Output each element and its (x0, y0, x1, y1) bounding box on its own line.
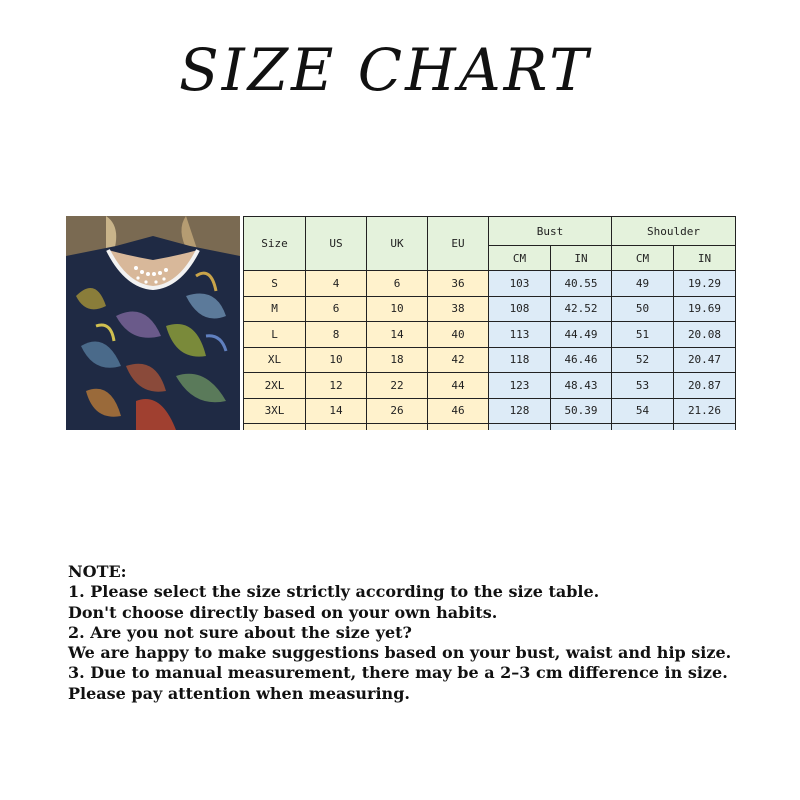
cell-shoulder-in: 20.87 (674, 373, 736, 399)
table-row (244, 296, 736, 322)
header-bust-in: IN (551, 246, 612, 271)
cell-us: 8 (306, 322, 367, 348)
note-line: Please pay attention when measuring. (68, 683, 410, 703)
table-row (244, 271, 736, 297)
header-shoulder: Shoulder (612, 217, 736, 246)
note-line: 2. Are you not sure about the size yet? (68, 622, 412, 642)
product-photo (66, 216, 240, 430)
note-line: 1. Please select the size strictly according to the size table. (68, 582, 600, 602)
cell-shoulder-cm: 49 (612, 271, 674, 297)
cell-empty (674, 424, 736, 431)
cell-shoulder-cm: 54 (612, 398, 674, 424)
cell-bust-in: 50.39 (551, 398, 612, 424)
cell-shoulder-in: 21.26 (674, 398, 736, 424)
cell-empty (367, 424, 428, 431)
cell-size: L (244, 322, 306, 348)
cell-bust-cm: 103 (489, 271, 551, 297)
table-row (244, 398, 736, 424)
cell-empty (244, 424, 306, 431)
note-line: 3. Due to manual measurement, there may be a 2–3 cm difference in size. (68, 663, 728, 683)
table-row (244, 347, 736, 373)
size-chart-panel (66, 213, 738, 430)
cell-empty (489, 424, 551, 431)
cell-uk: 10 (367, 296, 428, 322)
table-row-empty (244, 424, 736, 431)
cell-bust-cm: 113 (489, 322, 551, 348)
header-shoulder-cm: CM (612, 246, 674, 271)
cell-size: XL (244, 347, 306, 373)
size-chart-title: SIZE CHART (179, 36, 591, 104)
cell-shoulder-in: 19.29 (674, 271, 736, 297)
header-shoulder-in: IN (674, 246, 736, 271)
cell-shoulder-cm: 53 (612, 373, 674, 399)
cell-shoulder-cm: 52 (612, 347, 674, 373)
cell-shoulder-in: 19.69 (674, 296, 736, 322)
cell-uk: 6 (367, 271, 428, 297)
cell-eu: 40 (428, 322, 489, 348)
cell-uk: 18 (367, 347, 428, 373)
cell-us: 10 (306, 347, 367, 373)
cell-eu: 46 (428, 398, 489, 424)
header-us: US (306, 217, 367, 271)
header-size: Size (244, 217, 306, 271)
note-line: Don't choose directly based on your own habits. (68, 602, 498, 622)
table-row (244, 322, 736, 348)
cell-us: 12 (306, 373, 367, 399)
cell-bust-in: 46.46 (551, 347, 612, 373)
cell-empty (612, 424, 674, 431)
cell-size: S (244, 271, 306, 297)
cell-shoulder-in: 20.47 (674, 347, 736, 373)
cell-bust-cm: 128 (489, 398, 551, 424)
note-heading: NOTE: (68, 562, 127, 581)
cell-size: M (244, 296, 306, 322)
cell-shoulder-in: 20.08 (674, 322, 736, 348)
cell-bust-in: 48.43 (551, 373, 612, 399)
table-row (244, 373, 736, 399)
cell-empty (428, 424, 489, 431)
cell-eu: 44 (428, 373, 489, 399)
header-eu: EU (428, 217, 489, 271)
size-note (68, 562, 768, 704)
header-uk: UK (367, 217, 428, 271)
cell-uk: 26 (367, 398, 428, 424)
cell-bust-cm: 123 (489, 373, 551, 399)
cell-eu: 42 (428, 347, 489, 373)
cell-bust-in: 44.49 (551, 322, 612, 348)
sweater-image (66, 216, 240, 430)
note-line: We are happy to make suggestions based on your bust, waist and hip size. (68, 643, 732, 663)
cell-shoulder-cm: 50 (612, 296, 674, 322)
cell-bust-cm: 108 (489, 296, 551, 322)
cell-shoulder-cm: 51 (612, 322, 674, 348)
cell-size: 3XL (244, 398, 306, 424)
cell-eu: 36 (428, 271, 489, 297)
cell-empty (551, 424, 612, 431)
cell-us: 6 (306, 296, 367, 322)
cell-empty (306, 424, 367, 431)
header-bust-cm: CM (489, 246, 551, 271)
cell-us: 4 (306, 271, 367, 297)
header-bust: Bust (489, 217, 612, 246)
cell-bust-cm: 118 (489, 347, 551, 373)
cell-bust-in: 40.55 (551, 271, 612, 297)
size-table (243, 216, 736, 430)
cell-eu: 38 (428, 296, 489, 322)
cell-size: 2XL (244, 373, 306, 399)
cell-uk: 14 (367, 322, 428, 348)
cell-uk: 22 (367, 373, 428, 399)
cell-bust-in: 42.52 (551, 296, 612, 322)
cell-us: 14 (306, 398, 367, 424)
